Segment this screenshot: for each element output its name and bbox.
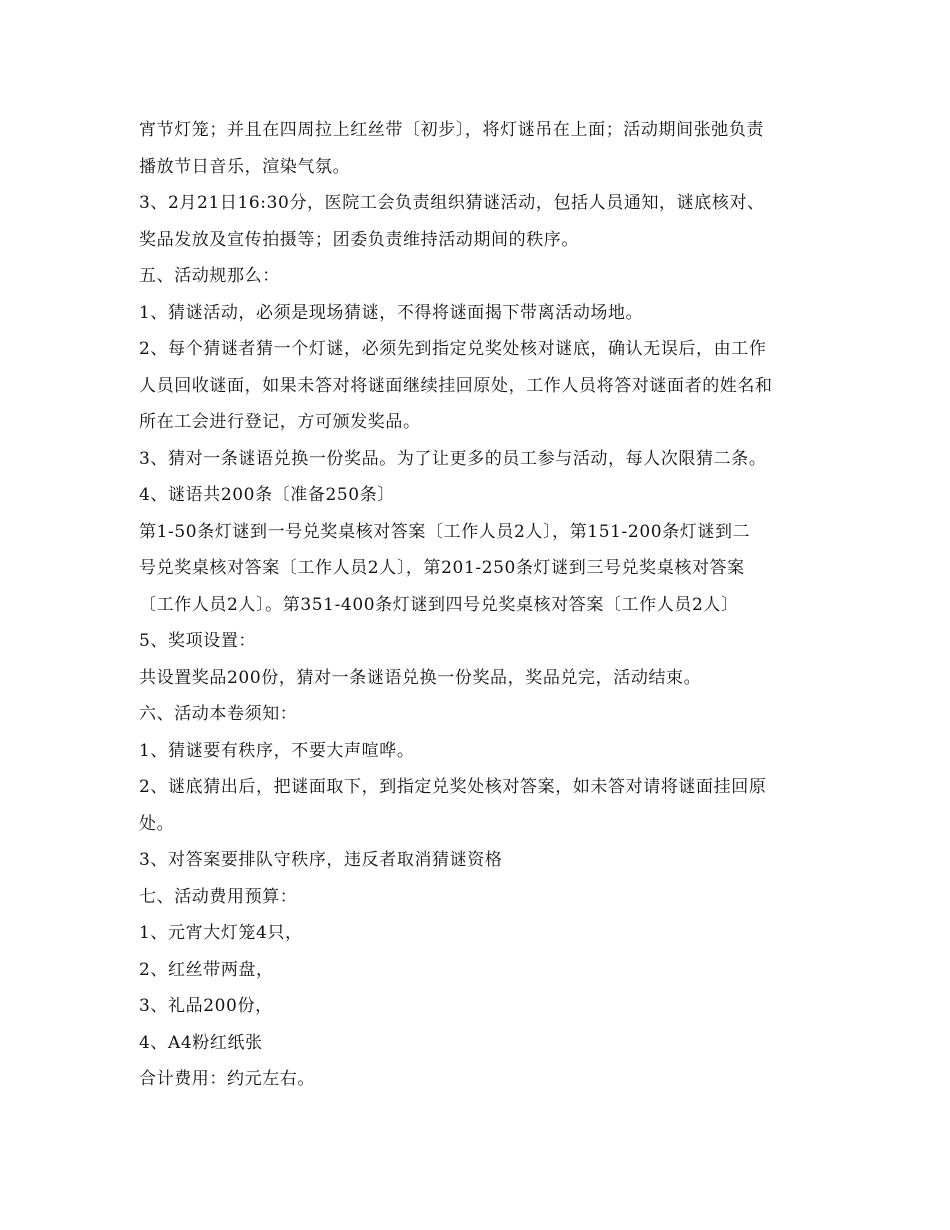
text-line: 奖品发放及宣传拍摄等；团委负责维持活动期间的秩序。 — [139, 229, 579, 250]
text-line: 1、元宵大灯笼4只， — [139, 923, 303, 943]
text-line: 第1-50条灯谜到一号兑奖桌核对答案〔工作人员2人〕，第151-200条灯谜到二 — [139, 521, 751, 542]
text-line: 4、谜语共200条〔准备250条〕 — [139, 485, 395, 505]
text-line: 〔工作人员2人〕。第351-400条灯谜到四号兑奖桌核对答案〔工作人员2人〕 — [139, 594, 739, 615]
text-line: 3、猜对一条谜语兑换一份奖品。为了让更多的员工参与活动，每人次限猜二条。 — [139, 448, 767, 469]
text-line: 3、对答案要排队守秩序，违反者取消猜谜资格 — [139, 850, 503, 870]
text-line: 合计费用：约元左右。 — [139, 1069, 315, 1089]
text-line: 5、奖项设置： — [139, 631, 257, 651]
text-line: 处。 — [139, 813, 175, 834]
section-heading: 七、活动费用预算： — [139, 886, 298, 907]
section-heading: 六、活动本卷须知： — [139, 704, 298, 724]
text-line: 所在工会进行登记，方可颁发奖品。 — [139, 412, 421, 432]
text-line: 3、2月21日16:30分，医院工会负责组织猜谜活动，包括人员通知，谜底核对、 — [139, 193, 765, 213]
text-line: 4、A4粉红纸张 — [139, 1032, 263, 1053]
text-line: 3、礼品200份， — [139, 996, 273, 1016]
text-line: 1、猜谜要有秩序，不要大声喧哗。 — [139, 740, 415, 761]
text-line: 宵节灯笼；并且在四周拉上红丝带〔初步〕，将灯谜吊在上面；活动期间张弛负责 — [139, 120, 765, 140]
text-line: 播放节日音乐，渲染气氛。 — [139, 156, 351, 177]
text-line: 2、谜底猜出后，把谜面取下，到指定兑奖处核对答案，如未答对请将谜面挂回原 — [139, 777, 767, 797]
text-line: 共设置奖品200份，猜对一条谜语兑换一份奖品，奖品兑完，活动结束。 — [139, 667, 702, 688]
text-line: 2、红丝带两盘， — [139, 959, 274, 980]
text-line: 人员回收谜面，如果未答对将谜面继续挂回原处，工作人员将答对谜面者的姓名和 — [139, 375, 773, 396]
text-line: 号兑奖桌核对答案〔工作人员2人〕，第201-250条灯谜到三号兑奖桌核对答案 — [139, 558, 745, 578]
section-heading: 五、活动规那么： — [139, 266, 280, 286]
text-line: 1、猜谜活动，必须是现场猜谜，不得将谜面揭下带离活动场地。 — [139, 302, 644, 323]
text-line: 2、每个猜谜者猜一个灯谜，必须先到指定兑奖处核对谜底，确认无误后，由工作 — [139, 339, 767, 359]
document-body — [139, 112, 819, 1098]
